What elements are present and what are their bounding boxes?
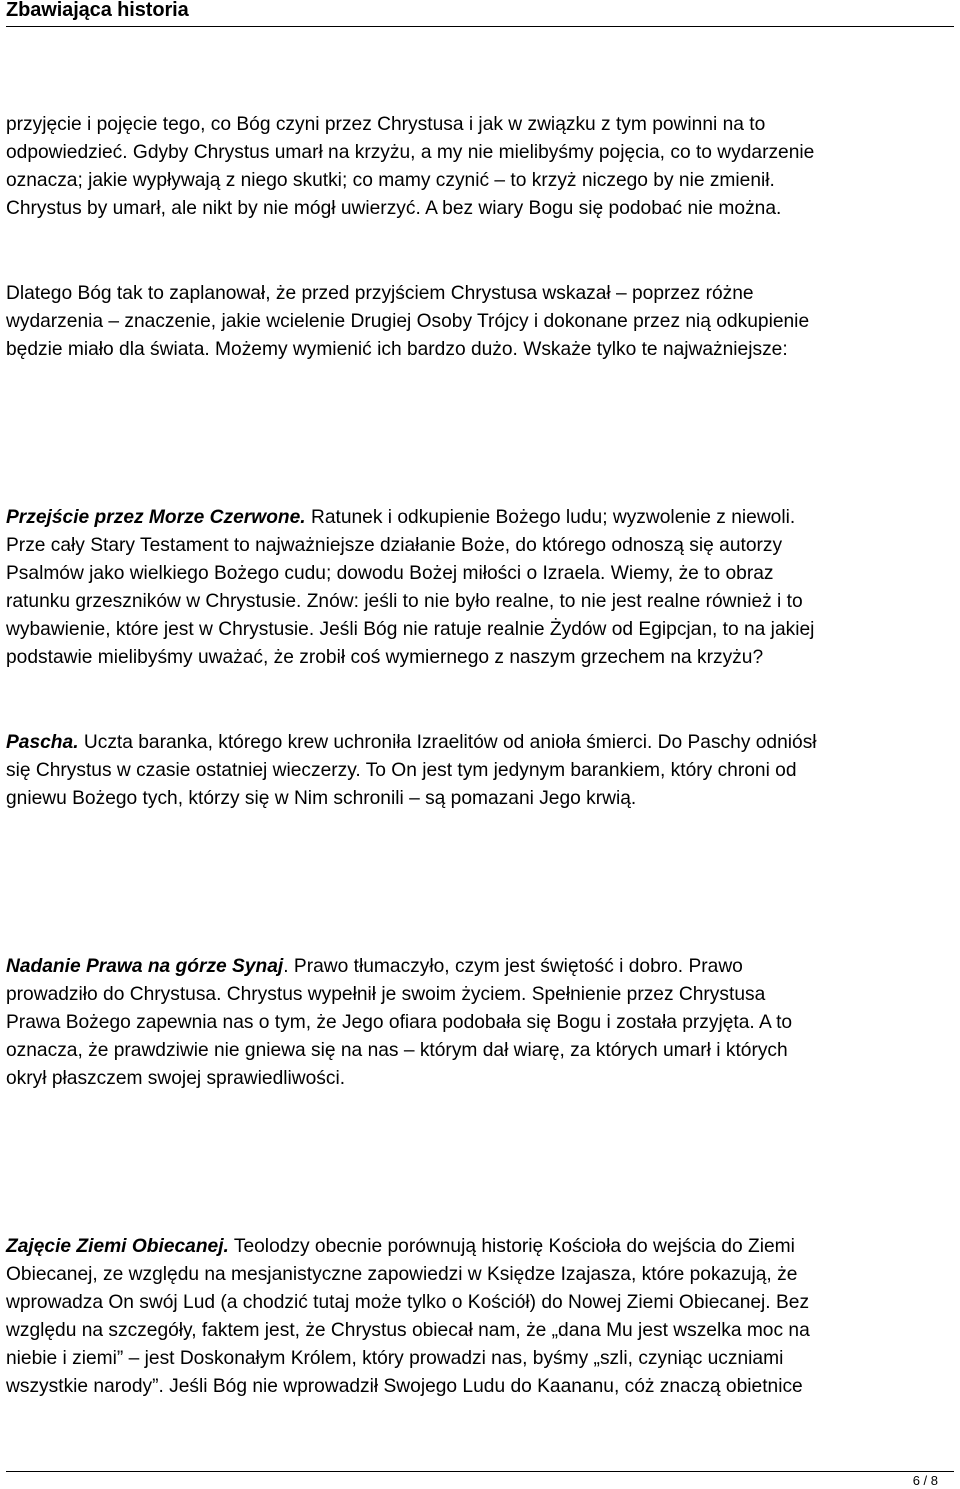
section-heading: Nadanie Prawa na górze Synaj: [6, 956, 284, 977]
text-line: wybawienie, które jest w Chrystusie. Jeśli Bóg nie ratuje realnie Żydów od Egipcjan, to na jakiej: [6, 619, 815, 640]
section-heading: Zajęcie Ziemi Obiecanej.: [6, 1236, 229, 1257]
text-line: względu na szczegóły, faktem jest, że Chrystus obiecał nam, że „dana Mu jest wszelka moc na: [6, 1320, 810, 1341]
footer-rule: [6, 1471, 954, 1472]
section-passover: [6, 729, 960, 813]
text-line: ratunku grzeszników w Chrystusie. Znów: jeśli to nie było realne, to nie jest realne również i to: [6, 591, 803, 612]
section-first-line: [6, 729, 960, 757]
text-line: gniewu Bożego tych, którzy się w Nim schronili – są pomazani Jego krwią.: [6, 788, 637, 809]
text-line: Psalmów jako wielkiego Bożego cudu; dowodu Bożej miłości o Izraela. Wiemy, że to obraz: [6, 563, 774, 584]
paragraph-plan: [6, 280, 960, 364]
text-line: wszystkie narody”. Jeśli Bóg nie wprowadził Swojego Ludu do Kaananu, cóż znaczą obietnice: [6, 1376, 803, 1397]
text-line: wydarzenia – znaczenie, jakie wcielenie Drugiej Osoby Trójcy i dokonane przez nią odkupienie: [6, 311, 810, 332]
section-heading: Przejście przez Morze Czerwone.: [6, 507, 306, 528]
section-text: . Prawo tłumaczyło, czym jest świętość i dobro. Prawo: [283, 956, 743, 977]
document-title: Zbawiająca historia: [6, 0, 189, 21]
section-text: Teolodzy obecnie porównują historię Kościoła do wejścia do Ziemi: [228, 1236, 795, 1257]
text-line: będzie miało dla świata. Możemy wymienić ich bardzo dużo. Wskaże tylko te najważniejsze:: [6, 339, 788, 360]
section-red-sea: [6, 504, 960, 672]
header-rule: [6, 26, 954, 27]
section-promised-land: [6, 1233, 960, 1401]
text-line: Prze cały Stary Testament to najważniejsze działanie Boże, do którego odnoszą się autorzy: [6, 535, 783, 556]
paragraph-intro: [6, 111, 960, 223]
section-text: Ratunek i odkupienie Bożego ludu; wyzwolenie z niewoli.: [305, 507, 796, 528]
section-text: Uczta baranka, którego krew uchroniła Izraelitów od anioła śmierci. Do Paschy odniósł: [78, 732, 817, 753]
text-line: okrył płaszczem swojej sprawiedliwości.: [6, 1068, 346, 1089]
text-line: oznacza, że prawdziwie nie gniewa się na nas – którym dał wiarę, za których umarł i których: [6, 1040, 788, 1061]
page-number: 6 / 8: [912, 1473, 938, 1488]
text-line: Obiecanej, ze względu na mesjanistyczne zapowiedzi w Księdze Izajasza, które pokazują, że: [6, 1264, 798, 1285]
section-first-line: [6, 953, 960, 981]
text-line: Dlatego Bóg tak to zaplanował, że przed przyjściem Chrystusa wskazał – poprzez różne: [6, 283, 754, 304]
section-sinai: [6, 953, 960, 1093]
text-line: się Chrystus w czasie ostatniej wieczerzy. To On jest tym jedynym barankiem, który chroni od: [6, 760, 797, 781]
text-line: prowadziło do Chrystusa. Chrystus wypełnił je swoim życiem. Spełnienie przez Chrystusa: [6, 984, 766, 1005]
text-line: Chrystus by umarł, ale nikt by nie mógł uwierzyć. A bez wiary Bogu się podobać nie można.: [6, 198, 782, 219]
text-line: podstawie mielibyśmy uważać, że zrobił coś wymiernego z naszym grzechem na krzyżu?: [6, 647, 764, 668]
section-first-line: [6, 1233, 960, 1261]
section-heading: Pascha.: [6, 732, 79, 753]
text-line: przyjęcie i pojęcie tego, co Bóg czyni przez Chrystusa i jak w związku z tym powinni na to: [6, 114, 766, 135]
text-line: oznacza; jakie wypływają z niego skutki; co mamy czynić – to krzyż niczego by nie zmienił.: [6, 170, 775, 191]
text-line: Prawa Bożego zapewnia nas o tym, że Jego ofiara podobała się Bogu i została przyjęta. A to: [6, 1012, 793, 1033]
text-line: wprowadza On swój Lud (a chodzić tutaj może tylko o Kościół) do Nowej Ziemi Obiecanej. Bez: [6, 1292, 810, 1313]
text-line: odpowiedzieć. Gdyby Chrystus umarł na krzyżu, a my nie mielibyśmy pojęcia, co to wydarzenie: [6, 142, 815, 163]
text-line: niebie i ziemi” – jest Doskonałym Królem, który prowadzi nas, byśmy „szli, czyniąc uczniami: [6, 1348, 784, 1369]
section-first-line: [6, 504, 960, 532]
